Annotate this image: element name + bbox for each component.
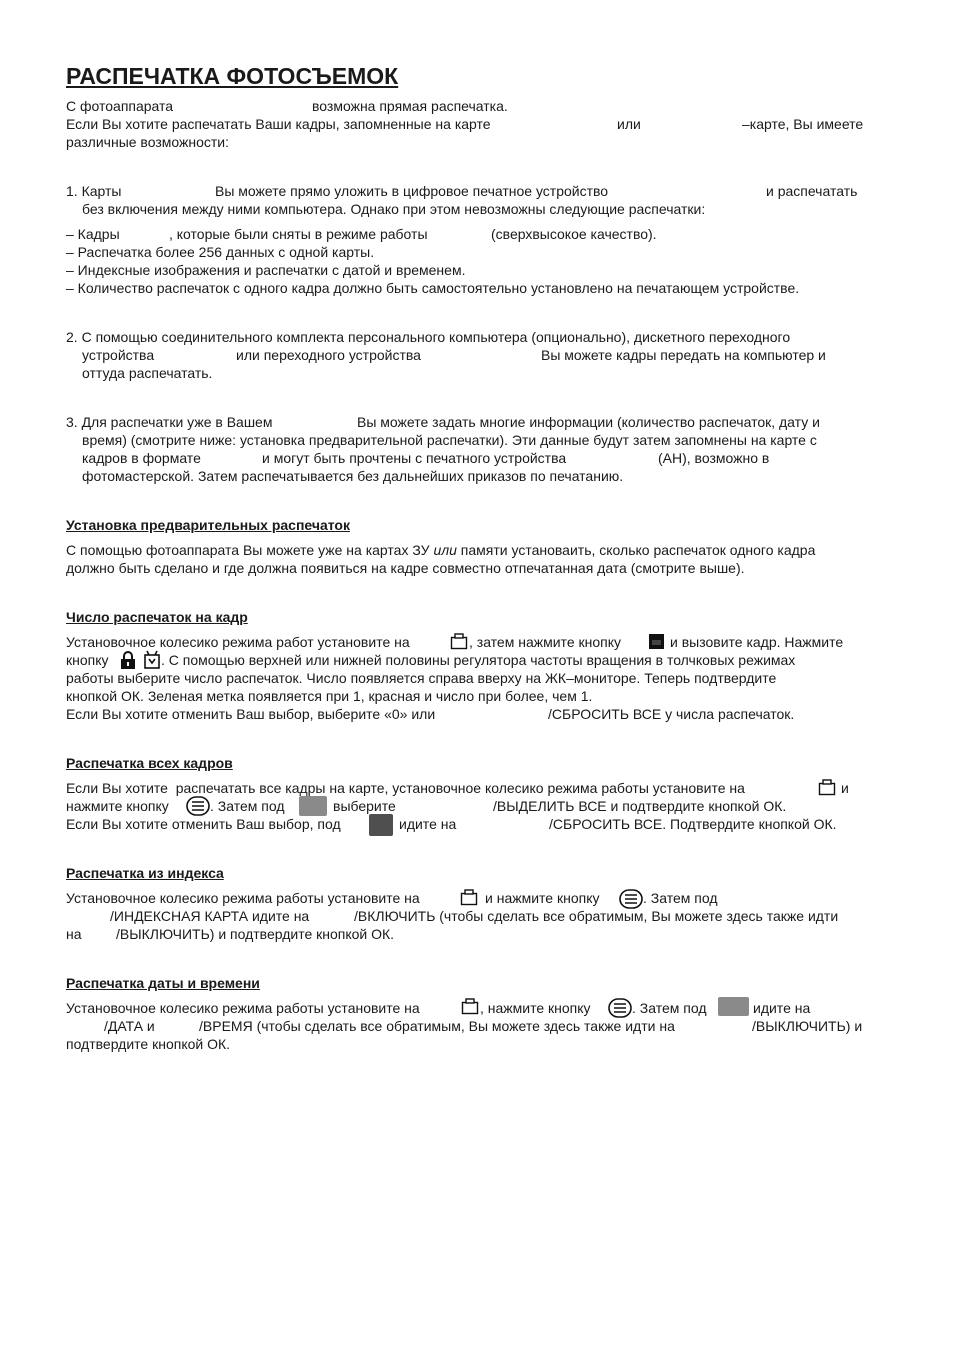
paragraph-text: , нажмите кнопку — [480, 1000, 591, 1016]
bullet-text: – Кадры — [66, 226, 120, 242]
intro-text: Если Вы хотите распечатать Ваши кадры, запомненные на карте — [66, 116, 491, 132]
section-heading: Распечатка из индекса — [66, 865, 224, 881]
paragraph-text: и нажмите кнопку — [485, 890, 600, 906]
paragraph-text: . С помощью верхней или нижней половины регулятора частоты вращения в толчковых режимах — [161, 652, 796, 668]
paragraph-text: /ВЫДЕЛИТЬ ВСЕ и подтвердите кнопкой ОК. — [493, 798, 787, 814]
list-item-text: Вы можете задать многие информации (количество распечаток, дату и — [357, 414, 820, 430]
list-item-text: и могут быть прочтены с печатного устройства — [262, 450, 567, 466]
intro-text: –карте, Вы имеете — [742, 116, 864, 132]
lock-icon — [119, 650, 137, 670]
bullet-text: – Распечатка более 256 данных с одной карты. — [66, 244, 375, 260]
paragraph-text: выберите — [333, 798, 396, 814]
bullet-text: (сверхвысокое качество). — [491, 226, 657, 242]
menu-button-icon — [186, 796, 210, 816]
list-item-text: или переходного устройства — [236, 347, 421, 363]
paragraph-text: /ВЫКЛЮЧИТЬ) и — [752, 1018, 863, 1034]
italic-text: или — [433, 542, 457, 558]
list-item-text: кадров в формате — [82, 450, 201, 466]
print-order-icon — [143, 650, 161, 670]
list-item-text: устройства — [82, 347, 155, 363]
paragraph-text: /ВКЛЮЧИТЬ (чтобы сделать все обратимым, Вы можете здесь также идти — [354, 908, 839, 924]
paragraph-text: должно быть сделано и где должна появиться на кадре совместно отпечатанная дата (смотрите выше). — [66, 560, 745, 576]
intro-text: С фотоаппарата — [66, 98, 174, 114]
playback-mode-icon — [461, 998, 479, 1015]
menu-screenshot-icon — [369, 814, 393, 836]
paragraph-text: Установочное колесико режима работы установите на — [66, 890, 420, 906]
menu-screenshot-icon — [299, 796, 327, 816]
intro-text: возможна прямая распечатка. — [312, 98, 508, 114]
menu-button-icon — [608, 998, 632, 1018]
list-item-text: без включения между ними компьютера. Однако при этом невозможны следующие распечатки: — [82, 201, 706, 217]
section-heading: Установка предварительных распечаток — [66, 517, 350, 533]
text-run: С помощью фотоаппарата Вы можете уже на картах ЗУ — [66, 542, 434, 558]
list-item-text: 2. С помощью соединительного комплекта персонального компьютера (опционально), дискетного переходного — [66, 329, 791, 345]
paragraph-text: Установочное колесико режима работы установите на — [66, 1000, 420, 1016]
paragraph-text: Установочное колесико режима работ установите на — [66, 634, 410, 650]
paragraph-text: Если Вы хотите распечатать все кадры на карте, установочное колесико режима работы установите на — [66, 780, 745, 796]
paragraph-text: и — [841, 780, 849, 796]
paragraph-text: Если Вы хотите отменить Ваш выбор, выберите «0» или — [66, 706, 436, 722]
playback-mode-icon — [450, 633, 468, 650]
paragraph-text: Если Вы хотите отменить Ваш выбор, под — [66, 816, 341, 832]
paragraph-text: /ИНДЕКСНАЯ КАРТА идите на — [110, 908, 310, 924]
paragraph-text: /СБРОСИТЬ ВСЕ. Подтвердите кнопкой ОК. — [549, 816, 837, 832]
bullet-text: , которые были сняты в режиме работы — [169, 226, 428, 242]
list-item-text: и распечатать — [766, 183, 858, 199]
text-run: памяти установаить, сколько распечаток одного кадра — [456, 542, 816, 558]
paragraph-text: идите на — [399, 816, 457, 832]
paragraph-text: /ВРЕМЯ (чтобы сделать все обратимым, Вы можете здесь также идти на — [199, 1018, 675, 1034]
section-heading: Распечатка даты и времени — [66, 975, 260, 991]
section-heading: Распечатка всех кадров — [66, 755, 233, 771]
paragraph-text: . Затем под — [643, 890, 718, 906]
menu-screenshot-icon — [718, 997, 749, 1016]
paragraph-text: . Затем под — [210, 798, 285, 814]
list-item-text: фотомастерской. Затем распечатывается без дальнейших приказов по печатанию. — [82, 468, 624, 484]
paragraph-text — [66, 541, 815, 559]
list-item-text: (АН), возможно в — [658, 450, 770, 466]
playback-button-icon — [648, 633, 665, 650]
paragraph-text: кнопку — [66, 652, 109, 668]
intro-text: или — [617, 116, 641, 132]
paragraph-text: кнопкой ОК. Зеленая метка появляется при 1, красная и число при более, чем 1. — [66, 688, 593, 704]
list-item-text: Вы можете кадры передать на компьютер и — [541, 347, 826, 363]
playback-mode-icon — [818, 779, 836, 796]
playback-mode-icon — [460, 889, 478, 906]
menu-button-icon — [619, 889, 643, 909]
bullet-text: – Индексные изображения и распечатки с датой и временем. — [66, 262, 466, 278]
paragraph-text: , затем нажмите кнопку — [469, 634, 621, 650]
paragraph-text: /СБРОСИТЬ ВСЕ у числа распечаток. — [548, 706, 795, 722]
list-item-text: оттуда распечатать. — [82, 365, 213, 381]
paragraph-text: /ДАТА и — [104, 1018, 155, 1034]
section-heading: Число распечаток на кадр — [66, 609, 248, 625]
paragraph-text: подтвердите кнопкой ОК. — [66, 1036, 231, 1052]
bullet-text: – Количество распечаток с одного кадра должно быть самостоятельно установлено на печатающем устройстве. — [66, 280, 800, 296]
paragraph-text: нажмите кнопку — [66, 798, 169, 814]
paragraph-text: работы выберите число распечаток. Число появляется справа вверху на ЖК–мониторе. Теперь подтвердите — [66, 670, 777, 686]
list-item-text: время) (смотрите ниже: установка предварительной распечатки). Эти данные будут затем запомнены на карте с — [82, 432, 817, 448]
paragraph-text: идите на — [753, 1000, 811, 1016]
paragraph-text: /ВЫКЛЮЧИТЬ) и подтвердите кнопкой ОК. — [116, 926, 395, 942]
paragraph-text: . Затем под — [632, 1000, 707, 1016]
list-item-text: 3. Для распечатки уже в Вашем — [66, 414, 273, 430]
page-title: РАСПЕЧАТКА ФОТОСЪЕМОК — [66, 63, 399, 89]
intro-text: различные возможности: — [66, 134, 230, 150]
list-item-text: Вы можете прямо уложить в цифровое печатное устройство — [215, 183, 609, 199]
paragraph-text: и вызовите кадр. Нажмите — [670, 634, 844, 650]
list-item-text: 1. Карты — [66, 183, 122, 199]
paragraph-text: на — [66, 926, 82, 942]
